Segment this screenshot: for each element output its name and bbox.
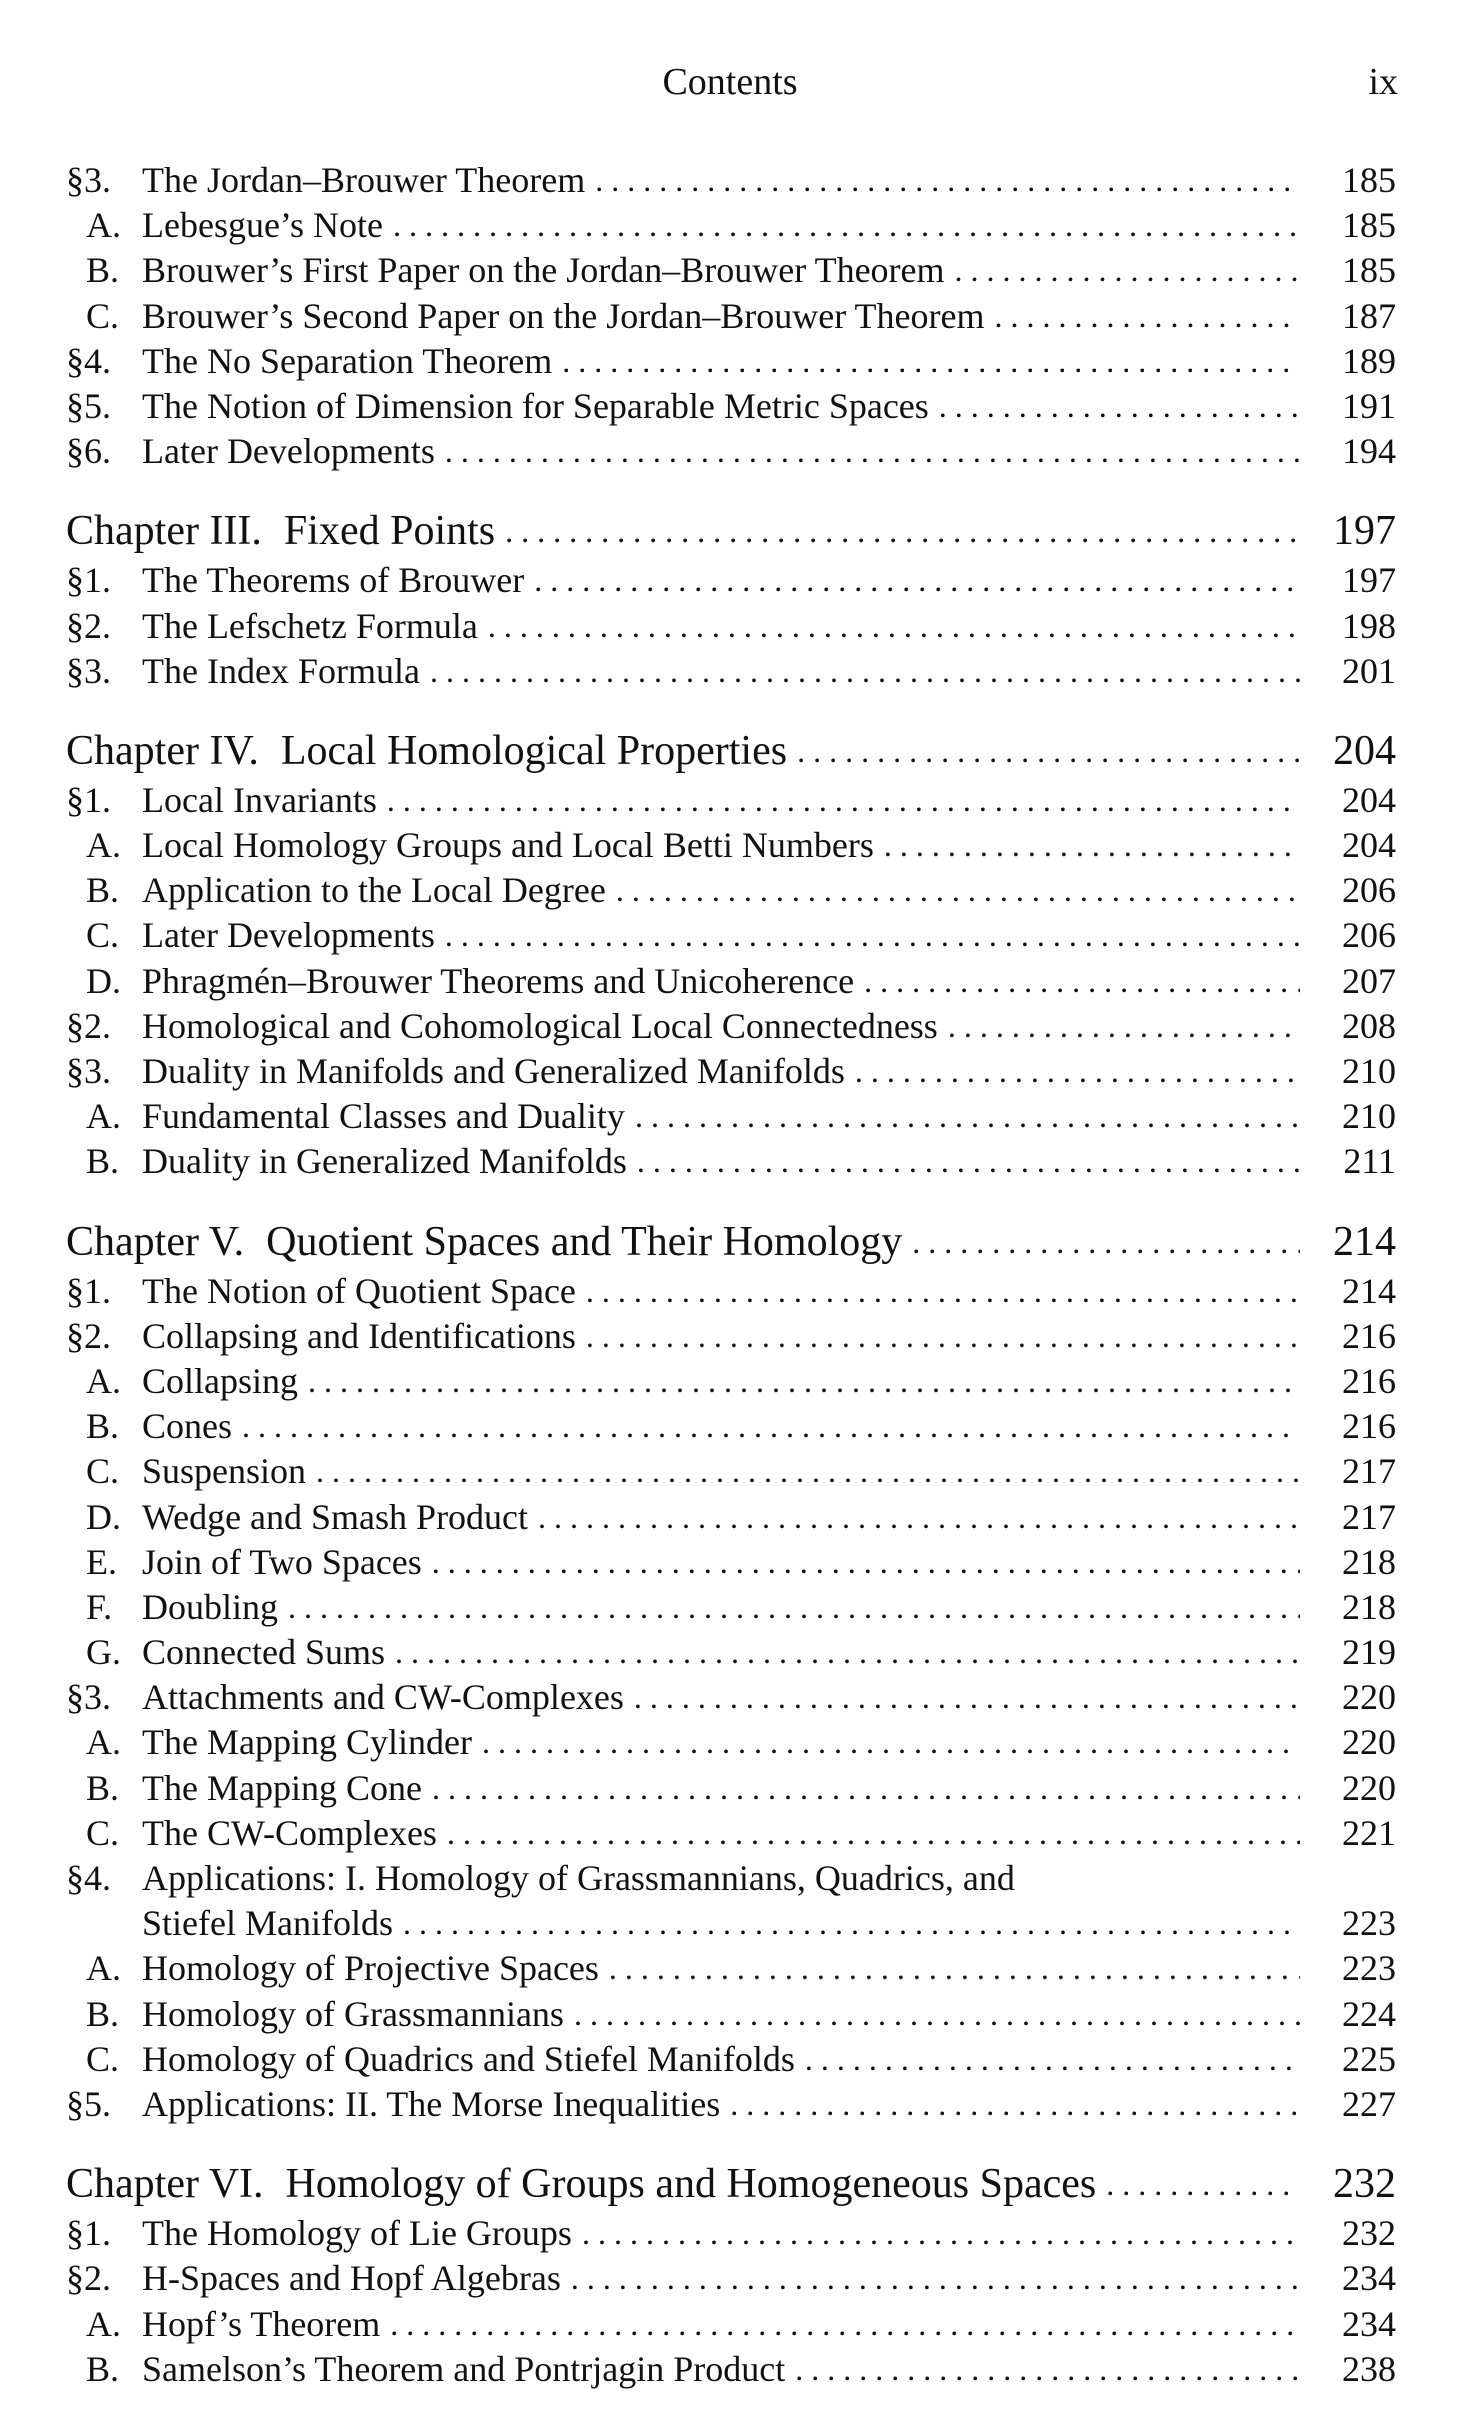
dot-leader: [562, 339, 1300, 384]
entry-body: [66, 724, 1300, 778]
dot-leader: [805, 2037, 1300, 2082]
entry-label: §3.: [66, 650, 111, 691]
dot-leader: [430, 649, 1300, 694]
chapter-label: Chapter III.: [66, 508, 262, 555]
chapter-entry[interactable]: [66, 724, 1396, 778]
entry-body: [142, 778, 1300, 823]
entry-title: Connected Sums: [142, 1632, 385, 1673]
entry-body: [142, 203, 1300, 248]
entry-title: Wedge and Smash Product: [142, 1496, 529, 1537]
entry-body: [142, 1630, 1300, 1675]
entry-label: A.: [86, 205, 121, 246]
page-number: 204: [1342, 825, 1396, 866]
entry-title: Applications: I. Homology of Grassmannians, Quadrics, and: [142, 1858, 1015, 1898]
entry-label: A.: [86, 1722, 121, 1763]
entry-title: Homology of Quadrics and Stiefel Manifolds: [142, 2038, 795, 2079]
toc-entry[interactable]: [66, 778, 1396, 823]
entry-body: [142, 1269, 1300, 1314]
toc-entry[interactable]: [66, 1049, 1396, 1094]
page-number: 194: [1342, 431, 1396, 472]
page-number: 197: [1333, 508, 1396, 555]
toc-entry[interactable]: [66, 1540, 1396, 1585]
entry-label: §5.: [66, 2083, 111, 2124]
entry-label: F.: [86, 1586, 113, 1627]
entry-label: §1.: [66, 2213, 111, 2254]
page-number: 216: [1342, 1360, 1396, 1401]
chapter-title: Quotient Spaces and Their Homology: [266, 1218, 903, 1265]
page-number: 216: [1342, 1315, 1396, 1356]
dot-leader: [595, 158, 1300, 203]
entry-body: [66, 1215, 1300, 1269]
entry-body: [142, 1449, 1300, 1494]
entry-body: [142, 1049, 1300, 1094]
dot-leader: [586, 1314, 1300, 1359]
entry-label: §3.: [66, 1677, 111, 1718]
page-number: 211: [1343, 1141, 1396, 1182]
entry-body: [142, 1004, 1300, 1049]
dot-leader: [482, 1720, 1300, 1765]
entry-label: B.: [86, 870, 120, 911]
entry-body: [142, 868, 1300, 913]
chapter-label: Chapter V.: [66, 1218, 245, 1265]
entry-title: Suspension: [142, 1451, 307, 1492]
toc-entry[interactable]: [66, 959, 1396, 1004]
page-number: 232: [1333, 2161, 1396, 2208]
entry-body: [66, 2157, 1300, 2211]
entry-body: [142, 1901, 1300, 1946]
entry-title: The Lefschetz Formula: [142, 605, 478, 646]
entry-title: The Notion of Dimension for Separable Metric Spaces: [142, 385, 929, 426]
toc-entry[interactable]: [66, 1946, 1396, 1991]
entry-body: [142, 1720, 1300, 1765]
entry-title: The No Separation Theorem: [142, 340, 553, 381]
entry-title: Duality in Manifolds and Generalized Manifolds: [142, 1051, 845, 1091]
entry-body: [142, 248, 1300, 293]
entry-body: [142, 1314, 1300, 1359]
toc-entry[interactable]: [66, 2347, 1396, 2392]
page-number: 185: [1342, 250, 1396, 291]
toc-entry[interactable]: [66, 1811, 1396, 1856]
entry-label: C.: [86, 295, 120, 336]
toc-entry[interactable]: [66, 384, 1396, 429]
dot-leader: [242, 1404, 1300, 1449]
page-number: 197: [1342, 560, 1396, 601]
entry-title: Local Homology Groups and Local Betti Numbers: [142, 825, 874, 866]
dot-leader: [795, 2347, 1300, 2392]
entry-label: B.: [86, 1767, 120, 1808]
page-number: 206: [1342, 870, 1396, 911]
page-number: 219: [1342, 1632, 1396, 1673]
entry-label: C.: [86, 1812, 120, 1853]
entry-body: [142, 384, 1300, 429]
entry-label: C.: [86, 2038, 120, 2079]
entry-title: The Jordan–Brouwer Theorem: [142, 160, 586, 200]
entry-title: Collapsing: [142, 1360, 299, 1401]
page-number: 198: [1342, 605, 1396, 646]
entry-body: [142, 959, 1300, 1004]
toc-entry[interactable]: [66, 1630, 1396, 1675]
toc-entry[interactable]: [66, 158, 1396, 203]
page-number: 185: [1342, 205, 1396, 246]
entry-title: Attachments and CW-Complexes: [142, 1677, 624, 1718]
toc-entry[interactable]: [66, 1359, 1396, 1404]
running-header: [0, 58, 1460, 108]
page-number: 232: [1342, 2213, 1396, 2254]
entry-title: Later Developments: [142, 915, 435, 956]
toc-entry[interactable]: [66, 1449, 1396, 1494]
page-number: 216: [1342, 1406, 1396, 1447]
dot-leader: [316, 1449, 1300, 1494]
entry-label: §5.: [66, 385, 111, 426]
chapter-label: Chapter VI.: [66, 2161, 264, 2208]
toc-entry[interactable]: [66, 1766, 1396, 1811]
dot-leader: [445, 913, 1300, 958]
entry-title: Cones: [142, 1406, 232, 1447]
entry-body: [142, 1404, 1300, 1449]
dot-leader: [586, 1269, 1300, 1314]
entry-title: Homological and Cohomological Local Connectedness: [142, 1005, 938, 1046]
page-number: 191: [1342, 385, 1396, 426]
entry-label: §3.: [66, 1051, 111, 1091]
entry-body: [142, 1946, 1300, 1991]
entry-label: A.: [86, 2303, 121, 2344]
dot-leader: [534, 558, 1300, 603]
entry-label: B.: [86, 1406, 120, 1447]
page-number: 225: [1342, 2038, 1396, 2079]
entry-body: [142, 1766, 1300, 1811]
entry-label: A.: [86, 1096, 121, 1137]
entry-title: The Notion of Quotient Space: [142, 1270, 576, 1311]
entry-body: [142, 823, 1300, 868]
dot-leader: [395, 1630, 1300, 1675]
entry-body: [142, 294, 1300, 339]
page-number: 185: [1342, 160, 1396, 200]
toc-entry[interactable]: [66, 913, 1396, 958]
dot-leader: [634, 1675, 1300, 1720]
entry-label: B.: [86, 1993, 120, 2034]
entry-label: §1.: [66, 560, 111, 601]
toc-entry[interactable]: [66, 1269, 1396, 1314]
toc-entry[interactable]: [66, 429, 1396, 474]
entry-label: B.: [86, 1141, 120, 1182]
dot-leader: [1106, 2157, 1300, 2211]
page-number: 223: [1342, 1903, 1396, 1944]
toc-entry[interactable]: [66, 1495, 1396, 1540]
entry-label: A.: [86, 1948, 121, 1989]
entry-label: B.: [86, 250, 120, 291]
page-number: 220: [1342, 1722, 1396, 1763]
dot-leader: [288, 1585, 1300, 1630]
entry-title: Hopf’s Theorem: [142, 2303, 381, 2344]
dot-leader: [939, 384, 1300, 429]
dot-leader: [432, 1766, 1300, 1811]
entry-label: D.: [86, 1496, 121, 1537]
entry-title: Homology of Projective Spaces: [142, 1948, 599, 1989]
page-number: 234: [1342, 2303, 1396, 2344]
entry-body: [142, 649, 1300, 694]
entry-title: Brouwer’s First Paper on the Jordan–Brouwer Theorem: [142, 250, 945, 291]
entry-body: [142, 429, 1300, 474]
dot-leader: [488, 604, 1300, 649]
entry-label: §2.: [66, 1005, 111, 1046]
entry-label: §4.: [66, 340, 111, 381]
chapter-entry[interactable]: [66, 1215, 1396, 1269]
page-number: 217: [1342, 1496, 1396, 1537]
dot-leader: [635, 1094, 1300, 1139]
toc-entry[interactable]: [66, 339, 1396, 384]
header-page-number: ix: [1368, 61, 1398, 103]
entry-body: [142, 1495, 1300, 1540]
toc-entry[interactable]: [66, 1585, 1396, 1630]
chapter-title: Local Homological Properties: [280, 727, 788, 774]
toc-entry[interactable]: [66, 1720, 1396, 1765]
dot-leader: [574, 1992, 1300, 2037]
entry-body: [142, 913, 1300, 958]
toc-entry[interactable]: [66, 1675, 1396, 1720]
dot-leader: [571, 2256, 1300, 2301]
entry-label: §4.: [66, 1858, 111, 1898]
entry-label: D.: [86, 960, 121, 1001]
entry-title: Applications: II. The Morse Inequalities: [142, 2083, 721, 2124]
entry-title: Collapsing and Identifications: [142, 1315, 576, 1356]
dot-leader: [308, 1359, 1300, 1404]
toc-entry[interactable]: [66, 2082, 1396, 2127]
toc-entry[interactable]: [66, 248, 1396, 293]
toc-entry[interactable]: [66, 1004, 1396, 1049]
dot-leader: [616, 868, 1300, 913]
entry-body: [142, 1675, 1300, 1720]
dot-leader: [609, 1946, 1300, 1991]
toc-entry[interactable]: [66, 868, 1396, 913]
entry-title: Lebesgue’s Note: [142, 205, 383, 246]
entry-label: §2.: [66, 1315, 111, 1356]
entry-body: [142, 2211, 1300, 2256]
entry-body: [142, 1585, 1300, 1630]
page-number: 204: [1333, 727, 1396, 774]
toc-entry[interactable]: [66, 823, 1396, 868]
entry-title: The Mapping Cylinder: [142, 1722, 472, 1763]
entry-title: The Index Formula: [142, 650, 420, 691]
entry-title: Homology of Grassmannians: [142, 1993, 564, 2034]
entry-body: [142, 1856, 1300, 1901]
toc-entry[interactable]: [66, 1992, 1396, 2037]
entry-body: [142, 158, 1300, 203]
entry-label: A.: [86, 825, 121, 866]
toc-entry[interactable]: [66, 1139, 1396, 1184]
entry-label: §1.: [66, 1270, 111, 1311]
dot-leader: [387, 778, 1300, 823]
entry-label: G.: [86, 1632, 121, 1673]
entry-body: [142, 2082, 1300, 2127]
toc-entry[interactable]: [66, 203, 1396, 248]
entry-body: [66, 504, 1300, 558]
dot-leader: [445, 429, 1300, 474]
dot-leader: [505, 504, 1300, 558]
toc-entry[interactable]: [66, 2302, 1396, 2347]
entry-label: B.: [86, 2348, 120, 2389]
entry-title: Local Invariants: [142, 779, 377, 820]
dot-leader: [393, 203, 1300, 248]
page-number: 214: [1342, 1270, 1396, 1311]
chapter-title: Fixed Points: [283, 508, 496, 555]
chapter-entry[interactable]: [66, 2157, 1396, 2211]
entry-body: [142, 1992, 1300, 2037]
dot-leader: [855, 1049, 1300, 1094]
dot-leader: [390, 2302, 1300, 2347]
dot-leader: [797, 724, 1300, 778]
table-of-contents: [66, 158, 1396, 2392]
toc-entry[interactable]: [66, 558, 1396, 603]
entry-title: The Theorems of Brouwer: [142, 560, 525, 601]
chapter-label: Chapter IV.: [66, 727, 259, 774]
page-number: 201: [1342, 650, 1396, 691]
page-number: 238: [1342, 2348, 1396, 2389]
dot-leader: [538, 1495, 1300, 1540]
entry-title: Stiefel Manifolds: [142, 1903, 393, 1944]
toc-entry[interactable]: [66, 1404, 1396, 1449]
toc-entry[interactable]: [66, 604, 1396, 649]
entry-title: Phragmén–Brouwer Theorems and Unicoherence: [142, 960, 855, 1001]
entry-label: §2.: [66, 2258, 111, 2299]
page-number: 189: [1342, 340, 1396, 381]
dot-leader: [637, 1139, 1300, 1184]
dot-leader: [948, 1004, 1300, 1049]
entry-body: [142, 558, 1300, 603]
entry-label: §2.: [66, 605, 111, 646]
page-number: 208: [1342, 1005, 1396, 1046]
entry-body: [142, 604, 1300, 649]
page-number: 214: [1333, 1218, 1396, 1265]
page-number: 207: [1342, 960, 1396, 1001]
entry-title: Brouwer’s Second Paper on the Jordan–Brouwer Theorem: [142, 295, 985, 336]
entry-body: [142, 2302, 1300, 2347]
page-number: 220: [1342, 1767, 1396, 1808]
entry-title: Application to the Local Degree: [142, 870, 606, 911]
page-number: 210: [1342, 1096, 1396, 1137]
entry-label: §6.: [66, 431, 111, 472]
dot-leader: [994, 294, 1300, 339]
dot-leader: [912, 1215, 1300, 1269]
entry-body: [142, 2347, 1300, 2392]
entry-title: Samelson’s Theorem and Pontrjagin Product: [142, 2348, 786, 2389]
page-number: 217: [1342, 1451, 1396, 1492]
page-number: 223: [1342, 1948, 1396, 1989]
entry-body: [142, 1139, 1300, 1184]
entry-label: C.: [86, 1451, 120, 1492]
dot-leader: [432, 1540, 1300, 1585]
page-number: 204: [1342, 779, 1396, 820]
dot-leader: [582, 2211, 1300, 2256]
page-number: 206: [1342, 915, 1396, 956]
entry-label: C.: [86, 915, 120, 956]
page-number: 224: [1342, 1993, 1396, 2034]
toc-entry[interactable]: [66, 1094, 1396, 1139]
dot-leader: [864, 959, 1300, 1004]
dot-leader: [730, 2082, 1300, 2127]
entry-title: Later Developments: [142, 431, 435, 472]
page-number: 221: [1342, 1812, 1396, 1853]
toc-entry[interactable]: [66, 2037, 1396, 2082]
dot-leader: [884, 823, 1300, 868]
entry-body: [142, 1540, 1300, 1585]
toc-entry[interactable]: [66, 649, 1396, 694]
entry-title: H-Spaces and Hopf Algebras: [142, 2258, 561, 2299]
page-number: 218: [1342, 1586, 1396, 1627]
entry-label: §3.: [66, 160, 111, 200]
page-number: 218: [1342, 1541, 1396, 1582]
page-number: 234: [1342, 2258, 1396, 2299]
entry-title: The Mapping Cone: [142, 1767, 422, 1808]
entry-body: [142, 339, 1300, 384]
page-number: 187: [1342, 295, 1396, 336]
entry-body: [142, 1811, 1300, 1856]
chapter-title: Homology of Groups and Homogeneous Spaces: [285, 2161, 1097, 2208]
page-number: 210: [1342, 1051, 1396, 1091]
entry-label: E.: [86, 1541, 117, 1582]
entry-title: The Homology of Lie Groups: [142, 2213, 572, 2254]
entry-body: [142, 2256, 1300, 2301]
toc-entry[interactable]: [66, 294, 1396, 339]
dot-leader: [447, 1811, 1300, 1856]
toc-entry[interactable]: [66, 2256, 1396, 2301]
entry-title: Duality in Generalized Manifolds: [142, 1141, 627, 1182]
entry-label: A.: [86, 1360, 121, 1401]
dot-leader: [403, 1901, 1300, 1946]
entry-body: [142, 2037, 1300, 2082]
dot-leader: [955, 248, 1300, 293]
toc-entry[interactable]: [66, 1856, 1396, 1901]
entry-label: §1.: [66, 779, 111, 820]
toc-entry[interactable]: [66, 1314, 1396, 1359]
chapter-entry[interactable]: [66, 504, 1396, 558]
toc-entry[interactable]: [66, 1901, 1396, 1946]
page-number: 220: [1342, 1677, 1396, 1718]
entry-title: Join of Two Spaces: [142, 1541, 422, 1582]
entry-body: [142, 1359, 1300, 1404]
entry-title: Doubling: [142, 1586, 279, 1627]
page-number: 227: [1342, 2083, 1396, 2124]
header-title: Contents: [662, 61, 798, 103]
entry-title: Fundamental Classes and Duality: [142, 1096, 625, 1137]
entry-title: The CW-Complexes: [142, 1812, 437, 1853]
toc-entry[interactable]: [66, 2211, 1396, 2256]
entry-body: [142, 1094, 1300, 1139]
